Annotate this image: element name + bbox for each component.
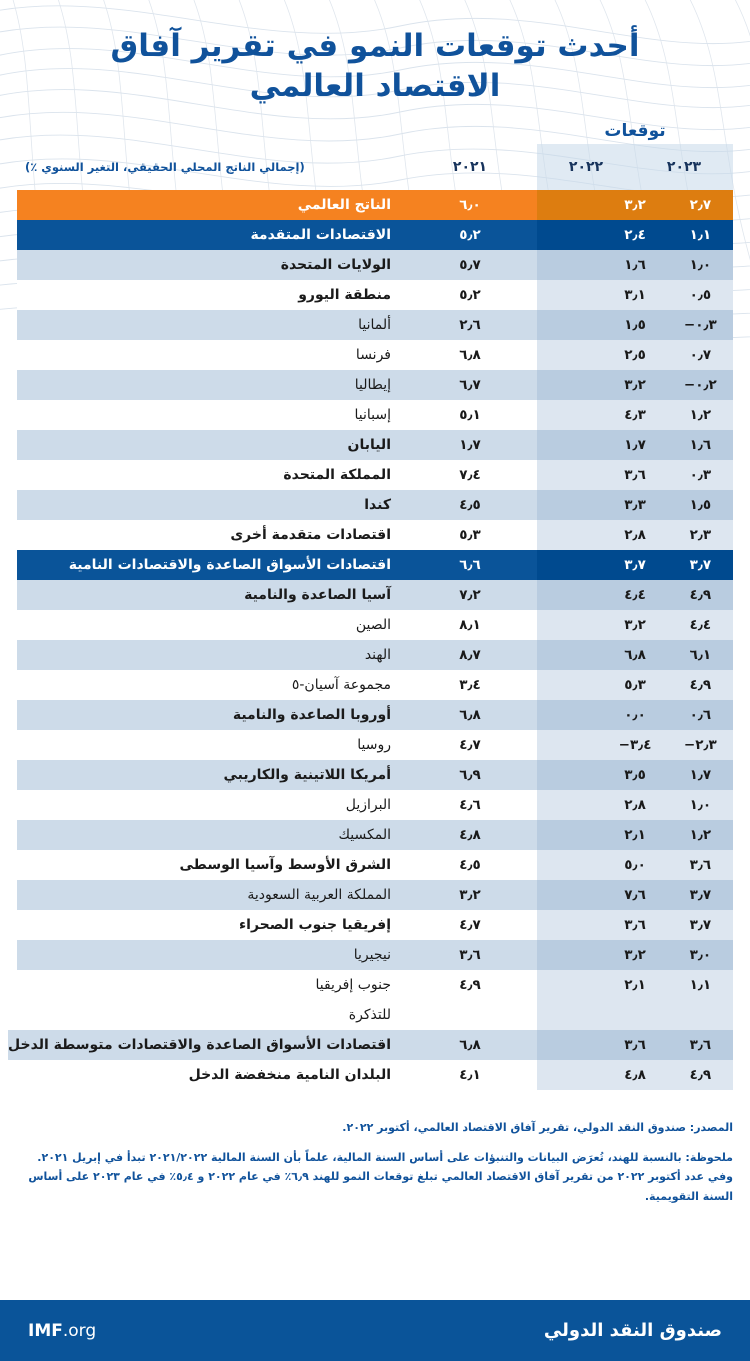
row-forecast-cells <box>537 520 733 550</box>
cell-2022: ٣٫٢ <box>624 376 646 393</box>
cell-2023: ٢٫٣− <box>683 736 717 753</box>
row-main-cells <box>17 460 537 490</box>
note-body: ملحوظة: بالنسبة للهند، تُعرَض البيانات والتنبؤات على أساس السنة المالية، علماً بأن السنة المالية ٢٠٢١/٢٠٢٢ تبدأ في إبريل ٢٠٢١. وفي عدد أكتوبر ٢٠٢٢ من تقرير آفاق الاقتصاد العالمي تبلغ توقعات النمو للهند ٦٫٩٪ في عام ٢٠٢٢ و ٥٫٤٪ في عام ٢٠٢٣ على أساس السنة التقويمية. <box>28 1151 733 1203</box>
table-row <box>17 520 733 550</box>
table-row <box>17 640 733 670</box>
table-row <box>17 1060 733 1090</box>
row-main-cells <box>17 250 537 280</box>
cell-2023: ١٫٧ <box>689 766 712 783</box>
cell-2023: ٤٫٩ <box>689 1066 712 1083</box>
row-main-cells <box>17 640 537 670</box>
cell-2022: ٢٫٤ <box>624 226 646 243</box>
table-row <box>17 580 733 610</box>
row-main-cells <box>17 1060 537 1090</box>
cell-2022: ٣٫١ <box>624 286 646 303</box>
cell-2022: ٣٫٦ <box>624 466 646 483</box>
table-row <box>17 670 733 700</box>
table-row <box>17 310 733 340</box>
cell-2021: ٤٫٧ <box>459 736 481 753</box>
row-main-cells <box>17 280 537 310</box>
row-label: نيجيريا <box>353 946 391 963</box>
table-row <box>17 790 733 820</box>
row-forecast-cells <box>537 820 733 850</box>
cell-2021: ٤٫٦ <box>459 796 481 813</box>
table-row <box>17 490 733 520</box>
table-row <box>17 460 733 490</box>
table-row <box>17 220 733 250</box>
cell-2022: ٣٫٢ <box>624 196 646 213</box>
cell-2023: ٦٫١ <box>689 646 712 663</box>
page-header <box>0 0 750 107</box>
cell-2021: ٥٫٢ <box>459 286 481 303</box>
cell-2023: ٤٫٩ <box>689 676 712 693</box>
cell-2023: ١٫٠ <box>689 796 712 813</box>
cell-2023: ٢٫٣ <box>689 526 712 543</box>
cell-2022: ٣٫٦ <box>624 1036 646 1053</box>
row-label: إيطاليا <box>354 376 391 393</box>
cell-2021: ٥٫٣ <box>459 526 481 543</box>
row-label: أوروبا الصاعدة والنامية <box>232 706 391 723</box>
row-forecast-cells <box>537 760 733 790</box>
row-forecast-cells <box>537 670 733 700</box>
row-main-cells <box>17 820 537 850</box>
row-label: الهند <box>364 646 391 663</box>
cell-2022: ٣٫٦ <box>624 916 646 933</box>
cell-2022: ٣٫٢ <box>624 616 646 633</box>
row-label: للتذكرة <box>348 1006 391 1023</box>
row-label: ألمانيا <box>358 316 391 333</box>
cell-2021: ٤٫٧ <box>459 916 481 933</box>
row-main-cells <box>17 1000 537 1030</box>
row-main-cells <box>17 970 537 1000</box>
row-forecast-cells <box>537 850 733 880</box>
cell-2022: ٢٫١ <box>624 976 646 993</box>
row-label: المملكة العربية السعودية <box>247 886 391 903</box>
table-row <box>17 400 733 430</box>
row-main-cells <box>17 700 537 730</box>
row-forecast-cells <box>537 1060 733 1090</box>
row-label: اقتصادات الأسواق الصاعدة والاقتصادات متوسطة الدخل <box>8 1036 391 1053</box>
row-main-cells <box>17 790 537 820</box>
row-label: الصين <box>355 616 391 633</box>
row-forecast-cells <box>537 310 733 340</box>
row-main-cells <box>17 490 537 520</box>
cell-2021: ٣٫٦ <box>459 946 481 963</box>
cell-2023: ٣٫٧ <box>689 886 712 903</box>
row-label: اقتصادات الأسواق الصاعدة والاقتصادات النامية <box>68 556 391 573</box>
cell-2023: ٠٫٧ <box>689 346 712 363</box>
column-header-2022: ٢٠٢٢ <box>568 158 604 175</box>
table-row <box>17 280 733 310</box>
cell-2021: ٦٫٨ <box>459 706 481 723</box>
cell-2022: ٣٫٧ <box>624 556 646 573</box>
row-main-cells <box>17 730 537 760</box>
cell-2023: ١٫٥ <box>689 496 712 513</box>
cell-2021: ٤٫٨ <box>459 826 481 843</box>
row-forecast-cells <box>537 940 733 970</box>
row-forecast-cells <box>537 610 733 640</box>
row-label: روسيا <box>357 736 391 753</box>
row-label: البرازيل <box>345 796 391 813</box>
cell-2023: ٠٫٣ <box>689 466 712 483</box>
footer-url-rest: .org <box>62 1320 97 1341</box>
cell-2023: ٤٫٤ <box>689 616 712 633</box>
cell-2022: ١٫٧ <box>624 436 646 453</box>
cell-2021: ١٫٧ <box>459 436 481 453</box>
cell-2022: ٦٫٨ <box>624 646 646 663</box>
cell-2023: ٣٫٠ <box>689 946 712 963</box>
cell-2023: ١٫٢ <box>689 406 712 423</box>
growth-projections-table <box>8 190 733 1090</box>
cell-2022: ٧٫٦ <box>624 886 646 903</box>
table-row <box>17 190 733 220</box>
table-row <box>8 1030 733 1060</box>
table-row <box>17 550 733 580</box>
row-label: اليابان <box>347 436 391 453</box>
cell-2022: ٠٫٠ <box>624 706 646 723</box>
cell-2022: ٣٫٥ <box>624 766 646 783</box>
cell-2021: ٨٫٧ <box>459 646 481 663</box>
cell-2022: ٥٫٠ <box>624 856 646 873</box>
cell-2021: ٦٫٦ <box>459 556 481 573</box>
table-row <box>17 340 733 370</box>
cell-2023: ١٫٢ <box>689 826 712 843</box>
row-forecast-cells <box>537 460 733 490</box>
cell-2022: ٤٫٣ <box>624 406 646 423</box>
row-forecast-cells <box>537 580 733 610</box>
row-forecast-cells <box>537 970 733 1000</box>
row-label: إسبانيا <box>354 406 391 423</box>
row-forecast-cells <box>537 640 733 670</box>
cell-2021: ٦٫٠ <box>459 196 481 213</box>
cell-2022: ٥٫٣ <box>624 676 646 693</box>
row-forecast-cells <box>537 730 733 760</box>
row-forecast-cells <box>537 490 733 520</box>
cell-2021: ٨٫١ <box>459 616 481 633</box>
table-row <box>17 970 733 1000</box>
cell-2023: ٠٫٣− <box>683 316 717 333</box>
table-row <box>17 850 733 880</box>
cell-2021: ٣٫٢ <box>459 886 481 903</box>
cell-2023: ٣٫٧ <box>689 916 712 933</box>
table-row <box>17 430 733 460</box>
row-label: أمريكا اللاتينية والكاريبي <box>223 766 391 783</box>
row-main-cells <box>17 670 537 700</box>
row-main-cells <box>17 220 537 250</box>
cell-2021: ٤٫١ <box>459 1066 481 1083</box>
row-forecast-cells <box>537 430 733 460</box>
cell-2023: ٣٫٧ <box>689 556 712 573</box>
table-row <box>17 880 733 910</box>
row-forecast-cells <box>537 250 733 280</box>
table-row <box>17 700 733 730</box>
row-label: المكسيك <box>338 826 391 843</box>
cell-2022: ٢٫١ <box>624 826 646 843</box>
cell-2021: ٥٫٢ <box>459 226 481 243</box>
row-label: اقتصادات متقدمة أخرى <box>230 526 391 543</box>
row-main-cells <box>17 550 537 580</box>
row-label: البلدان النامية منخفضة الدخل <box>188 1066 391 1083</box>
row-forecast-cells <box>537 910 733 940</box>
row-main-cells <box>17 910 537 940</box>
cell-2022: ٤٫٨ <box>624 1066 646 1083</box>
cell-2023: ٠٫٢− <box>683 376 717 393</box>
row-forecast-cells <box>537 700 733 730</box>
row-label: الشرق الأوسط وآسيا الوسطى <box>179 856 391 873</box>
row-main-cells <box>17 400 537 430</box>
row-main-cells <box>17 940 537 970</box>
table-row <box>17 610 733 640</box>
row-forecast-cells <box>537 550 733 580</box>
row-forecast-cells <box>537 880 733 910</box>
row-forecast-cells <box>537 1000 733 1030</box>
row-forecast-cells <box>537 280 733 310</box>
row-label: جنوب إفريقيا <box>315 976 391 993</box>
cell-2023: ١٫٠ <box>689 256 712 273</box>
row-forecast-cells <box>537 400 733 430</box>
cell-2022: ٢٫٨ <box>624 526 646 543</box>
footer-url-bold: IMF <box>28 1320 63 1341</box>
page-title: أحدث توقعات النمو في تقرير آفاق الاقتصاد العالمي <box>110 28 640 105</box>
row-label: مجموعة آسيان-٥ <box>291 676 391 693</box>
cell-2022: ٢٫٥ <box>624 346 646 363</box>
cell-2022: ٣٫٤− <box>618 736 652 753</box>
forecast-band-label: توقعات <box>604 120 666 141</box>
table-row <box>17 730 733 760</box>
row-forecast-cells <box>537 1030 733 1060</box>
cell-2021: ٧٫٢ <box>459 586 481 603</box>
table-column-headers <box>0 121 750 190</box>
table-row <box>17 910 733 940</box>
cell-2023: ١٫١ <box>689 976 712 993</box>
row-forecast-cells <box>537 220 733 250</box>
cell-2022: ٤٫٤ <box>624 586 646 603</box>
cell-2022: ١٫٦ <box>624 256 646 273</box>
row-main-cells <box>17 760 537 790</box>
row-forecast-cells <box>537 370 733 400</box>
row-main-cells <box>17 520 537 550</box>
page-footer <box>0 1300 750 1361</box>
footer-website-link[interactable] <box>28 1321 96 1341</box>
row-main-cells <box>17 880 537 910</box>
cell-2021: ٣٫٤ <box>459 676 481 693</box>
cell-2021: ٥٫١ <box>459 406 481 423</box>
cell-2023: ٢٫٧ <box>689 196 712 213</box>
row-label: الولايات المتحدة <box>280 256 391 273</box>
row-main-cells <box>17 430 537 460</box>
cell-2021: ٤٫٥ <box>459 496 481 513</box>
cell-2021: ٤٫٥ <box>459 856 481 873</box>
cell-2023: ٠٫٥ <box>689 286 712 303</box>
row-label: منطقة اليورو <box>298 286 391 303</box>
cell-2023: ٠٫٦ <box>689 706 712 723</box>
table-row <box>17 760 733 790</box>
cell-2021: ٥٫٧ <box>459 256 481 273</box>
note-source: المصدر: صندوق النقد الدولي، تقرير آفاق الاقتصاد العالمي، أكتوبر ٢٠٢٢. <box>342 1120 733 1134</box>
row-forecast-cells <box>537 190 733 220</box>
row-forecast-cells <box>537 340 733 370</box>
table-notes <box>17 1120 733 1206</box>
column-header-2021: ٢٠٢١ <box>452 158 488 175</box>
cell-2021: ٦٫٧ <box>459 376 481 393</box>
row-main-cells <box>17 190 537 220</box>
row-main-cells <box>17 310 537 340</box>
cell-2023: ٣٫٦ <box>689 856 712 873</box>
table-subtitle: (إجمالي الناتج المحلي الحقيقي، التغير السنوي ٪) <box>25 159 305 174</box>
row-label: آسيا الصاعدة والنامية <box>244 586 391 603</box>
cell-2023: ١٫٦ <box>689 436 712 453</box>
table-row <box>17 1000 733 1030</box>
row-forecast-cells <box>537 790 733 820</box>
row-main-cells <box>17 340 537 370</box>
table-row <box>17 250 733 280</box>
cell-2023: ١٫١ <box>689 226 712 243</box>
row-label: المملكة المتحدة <box>283 466 391 483</box>
row-main-cells <box>17 610 537 640</box>
row-label: الناتج العالمي <box>297 196 391 213</box>
row-label: فرنسا <box>355 346 391 363</box>
cell-2022: ٣٫٣ <box>624 496 646 513</box>
cell-2023: ٣٫٦ <box>689 1036 712 1053</box>
row-label: كندا <box>364 496 391 513</box>
row-label: إفريقيا جنوب الصحراء <box>239 916 391 933</box>
cell-2021: ٦٫٨ <box>459 346 481 363</box>
row-main-cells <box>17 850 537 880</box>
cell-2022: ١٫٥ <box>624 316 646 333</box>
column-header-2023: ٢٠٢٣ <box>666 158 702 175</box>
cell-2023: ٤٫٩ <box>689 586 712 603</box>
cell-2021: ٦٫٩ <box>459 766 481 783</box>
cell-2021: ٤٫٩ <box>459 976 481 993</box>
cell-2021: ٦٫٨ <box>459 1036 481 1053</box>
cell-2022: ٣٫٢ <box>624 946 646 963</box>
row-main-cells <box>17 580 537 610</box>
cell-2022: ٢٫٨ <box>624 796 646 813</box>
row-main-cells <box>8 1030 537 1060</box>
table-row <box>17 370 733 400</box>
row-main-cells <box>17 370 537 400</box>
cell-2021: ٢٫٦ <box>459 316 481 333</box>
cell-2021: ٧٫٤ <box>459 466 481 483</box>
row-label: الاقتصادات المتقدمة <box>250 226 391 243</box>
table-row <box>17 820 733 850</box>
table-row <box>17 940 733 970</box>
forecast-columns-header <box>537 144 733 190</box>
footer-organization-name: صندوق النقد الدولي <box>543 1320 722 1341</box>
